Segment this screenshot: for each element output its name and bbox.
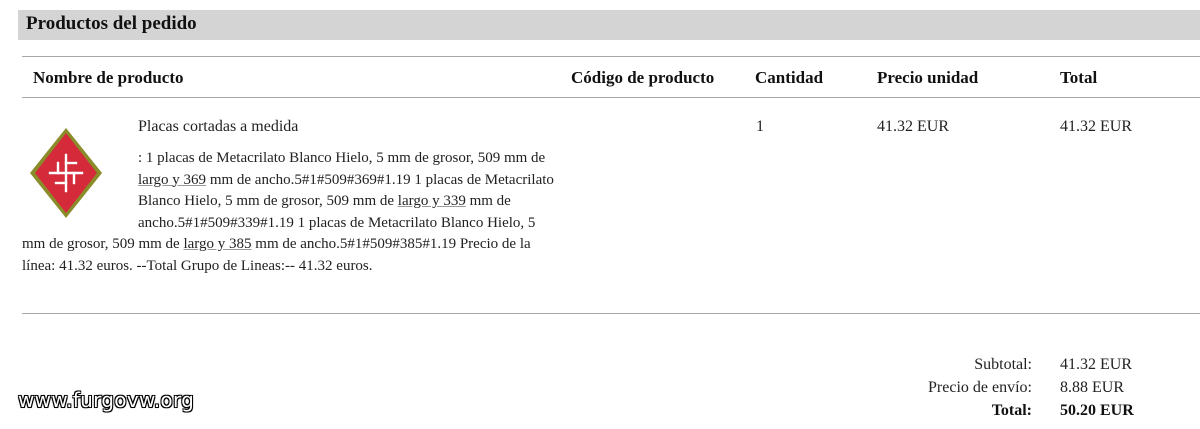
product-description bbox=[22, 148, 562, 277]
shipping-value: 8.88 EUR bbox=[1060, 379, 1124, 396]
table-bottom-divider bbox=[22, 313, 1200, 314]
desc-part: mm de ancho.5#1#509#339#1.19 1 placas de Metacrilato Blanco Hielo, 5 mm de grosor, 509 mm de bbox=[22, 193, 536, 252]
desc-part: mm de ancho.5#1#509#369#1.19 1 placas de Metacrilato Blanco Hielo, 5 mm de grosor, 509 mm de bbox=[138, 171, 554, 209]
quantity-cell: 1 bbox=[756, 118, 764, 135]
desc-link-largo-385[interactable]: largo y 385 bbox=[183, 236, 252, 252]
header-total: Total bbox=[1060, 68, 1098, 87]
subtotal-label: Subtotal: bbox=[974, 356, 1032, 373]
desc-part: : 1 placas de Metacrilato Blanco Hielo, 5 mm de grosor, 509 mm de bbox=[138, 150, 546, 166]
section-header-bar bbox=[18, 10, 1200, 40]
row-total-cell: 41.32 EUR bbox=[1060, 118, 1132, 135]
desc-part: mm de ancho.5#1#509#385#1.19 Precio de la línea: 41.32 euros. --Total Grupo de Lineas:-- 41.32 euros. bbox=[22, 236, 531, 274]
unit-price-cell: 41.32 EUR bbox=[877, 118, 949, 135]
shipping-label: Precio de envío: bbox=[928, 379, 1032, 396]
grand-total-label: Total: bbox=[991, 402, 1032, 419]
watermark-text: www.furgovw.org bbox=[18, 388, 195, 412]
table-top-divider bbox=[22, 56, 1200, 57]
grand-total-value: 50.20 EUR bbox=[1060, 402, 1134, 419]
thumbnail-float-spacer bbox=[22, 148, 138, 234]
desc-link-largo-369[interactable]: largo y 369 bbox=[138, 171, 207, 188]
product-name-link[interactable]: Placas cortadas a medida bbox=[138, 118, 299, 135]
header-product-code: Código de producto bbox=[571, 68, 715, 87]
section-title: Productos del pedido bbox=[26, 13, 197, 34]
header-quantity: Cantidad bbox=[755, 68, 824, 87]
header-product-name: Nombre de producto bbox=[33, 68, 184, 87]
desc-link-largo-339[interactable]: largo y 339 bbox=[397, 193, 466, 209]
header-unit-price: Precio unidad bbox=[877, 68, 979, 87]
header-divider bbox=[22, 97, 1200, 98]
subtotal-value: 41.32 EUR bbox=[1060, 356, 1132, 373]
